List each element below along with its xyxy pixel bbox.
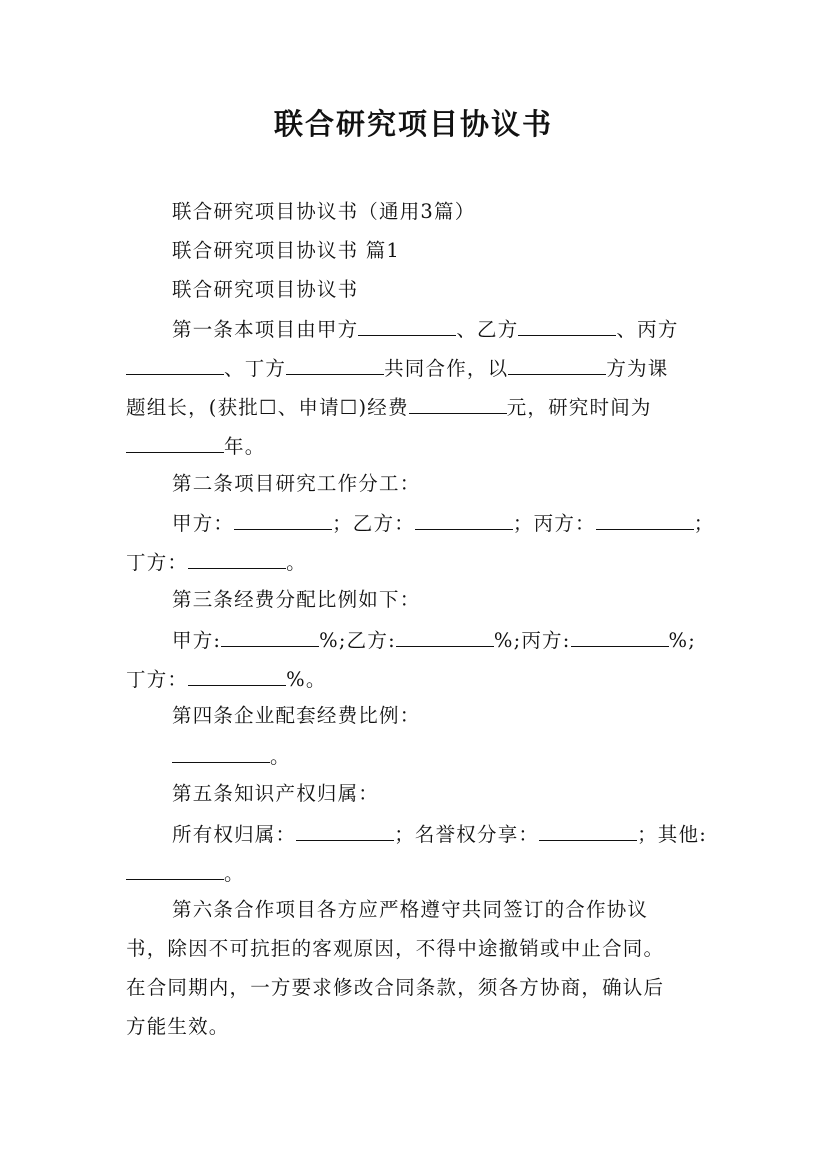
label-party-c: %;丙方: xyxy=(493,628,571,652)
punctuation: %; xyxy=(668,628,697,652)
document-body xyxy=(126,193,715,1047)
article-1-text: 、丙方 xyxy=(616,318,679,342)
blank-party-b[interactable] xyxy=(518,309,616,336)
blank-work-b[interactable] xyxy=(415,503,513,530)
document-title: 联合研究项目协议书 xyxy=(273,107,553,141)
blank-leader[interactable] xyxy=(508,348,606,375)
article-2-title: 第二条项目研究工作分工： xyxy=(172,471,421,495)
blank-party-c[interactable] xyxy=(126,348,224,375)
blank-party-d[interactable] xyxy=(286,348,384,375)
blank-work-c[interactable] xyxy=(596,503,694,530)
article-1-line-4 xyxy=(126,426,706,465)
article-1-line-1 xyxy=(126,309,706,348)
blank-ratio-c[interactable] xyxy=(571,620,669,647)
blank-ratio-b[interactable] xyxy=(396,620,494,647)
article-1-text: 题组长，(获批☐、申请☐)经费 xyxy=(126,395,409,419)
blank-party-a[interactable] xyxy=(358,309,456,336)
article-6-line-3: 在合同期内，一方要求修改合同条款，须各方协商，确认后 xyxy=(126,975,665,999)
article-1-line-3 xyxy=(126,387,706,426)
article-5-line-1 xyxy=(126,814,706,853)
blank-other[interactable] xyxy=(126,853,224,880)
article-4-title: 第四条企业配套经费比例： xyxy=(172,704,421,728)
blank-enterprise-ratio[interactable] xyxy=(172,736,270,763)
label-ownership: 所有权归属： xyxy=(172,822,297,846)
article-6-line-1: 第六条合作项目各方应严格遵守共同签订的合作协议 xyxy=(172,898,649,922)
punctuation: ； xyxy=(693,512,715,536)
blank-years[interactable] xyxy=(126,426,224,453)
article-1-text: 、丁方 xyxy=(224,357,287,381)
label-other: ；其他: xyxy=(637,822,707,846)
blank-honor[interactable] xyxy=(539,814,637,841)
blank-ownership[interactable] xyxy=(296,814,394,841)
article-6-line-2: 书，除因不可抗拒的客观原因，不得中途撤销或中止合同。 xyxy=(126,937,665,961)
article-3-line-1 xyxy=(126,620,706,659)
article-1-text: 年。 xyxy=(224,434,266,458)
punctuation: 。 xyxy=(224,861,245,885)
article-5-line-2 xyxy=(126,853,706,892)
intro-line-3: 联合研究项目协议书 xyxy=(172,277,359,301)
article-3-title: 第三条经费分配比例如下： xyxy=(172,587,421,611)
label-party-b: ；乙方： xyxy=(332,512,415,536)
article-1-text: 第一条本项目由甲方 xyxy=(172,318,359,342)
label-party-d: 丁方： xyxy=(126,551,189,575)
intro-line-1: 联合研究项目协议书（通用3篇） xyxy=(172,200,476,223)
article-4-line-1 xyxy=(126,736,706,775)
label-party-a: 甲方： xyxy=(172,512,235,536)
article-5-title: 第五条知识产权归属： xyxy=(172,781,380,805)
article-1-text: 、乙方 xyxy=(456,318,519,342)
article-2-line-1 xyxy=(126,503,715,542)
blank-work-d[interactable] xyxy=(188,542,286,569)
blank-funding[interactable] xyxy=(409,387,507,414)
label-honor: ；名誉权分享： xyxy=(394,822,540,846)
article-1-line-2 xyxy=(126,348,706,387)
label-party-c: ；丙方： xyxy=(512,512,596,536)
punctuation: %。 xyxy=(286,667,327,691)
intro-line-2: 联合研究项目协议书 篇1 xyxy=(172,238,401,262)
blank-work-a[interactable] xyxy=(234,503,332,530)
article-1-text: 元，研究时间为 xyxy=(506,395,652,419)
label-party-d: 丁方： xyxy=(126,667,189,691)
blank-ratio-d[interactable] xyxy=(188,659,286,686)
blank-ratio-a[interactable] xyxy=(221,620,319,647)
label-party-b: %;乙方: xyxy=(319,628,396,652)
punctuation: 。 xyxy=(286,551,307,575)
article-1-text: 共同合作，以 xyxy=(384,357,509,381)
article-3-line-2 xyxy=(126,659,706,698)
article-1-text: 方为课 xyxy=(606,357,669,381)
article-6-line-4: 方能生效。 xyxy=(126,1014,230,1038)
punctuation: 。 xyxy=(270,745,291,769)
label-party-a: 甲方: xyxy=(172,628,222,652)
article-2-line-2 xyxy=(126,542,706,581)
